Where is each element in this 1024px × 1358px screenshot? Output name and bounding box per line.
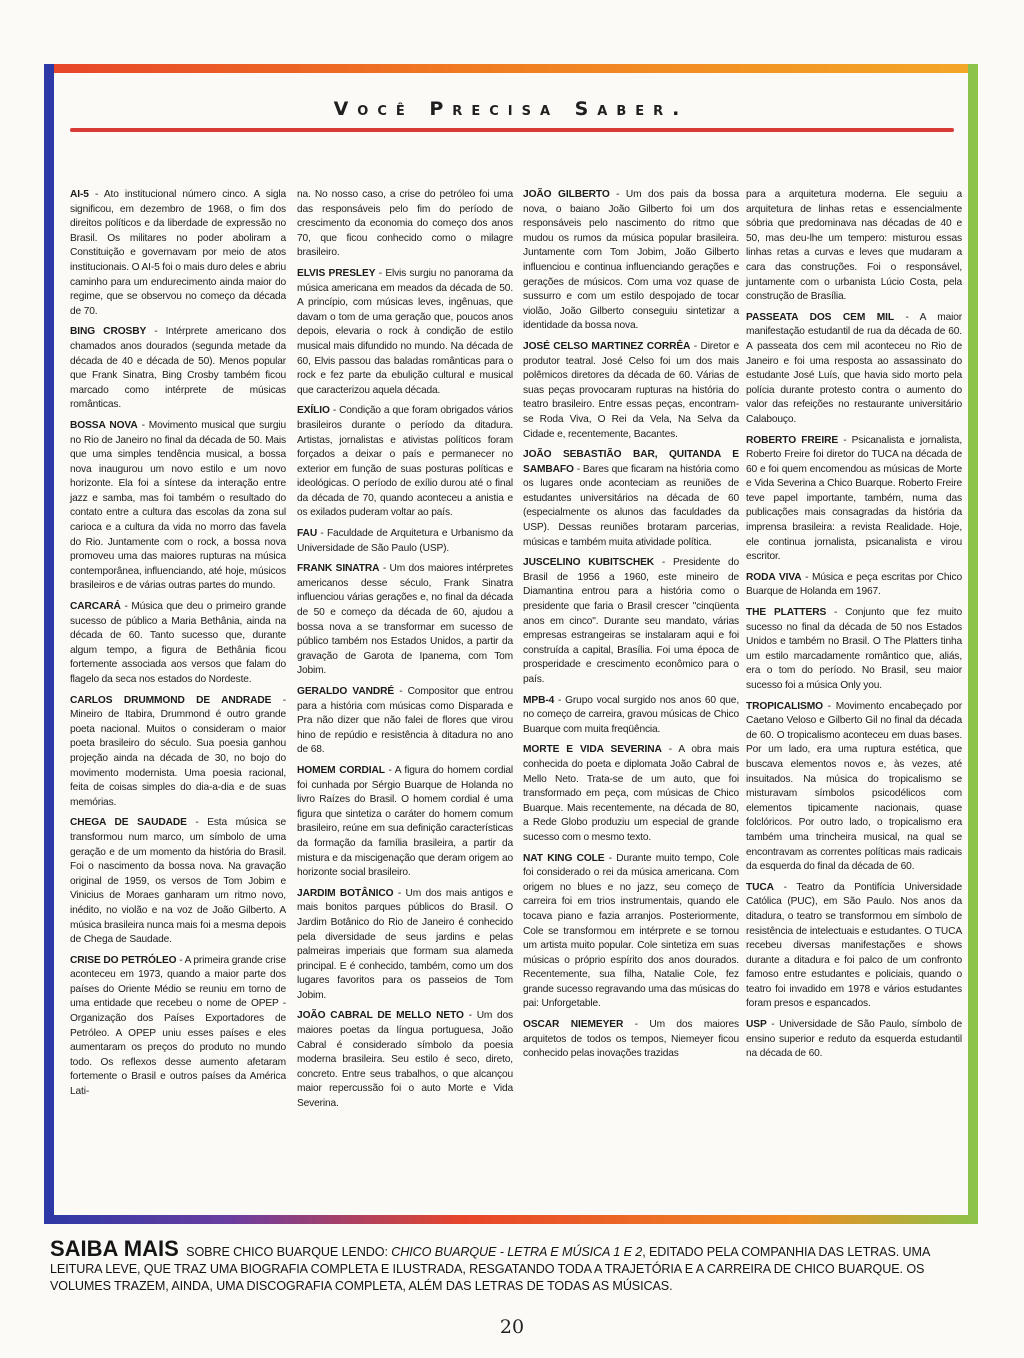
glossary-entry <box>523 556 739 687</box>
glossary-term: ELVIS PRESLEY <box>297 267 376 279</box>
glossary-definition: - Um dos pais da bossa nova, o baiano João Gilberto foi um dos responsáveis pelo nascimento do ritmo que mudou os rumos da música popular brasileira. Juntamente com Tom Jobim, João Gilberto influenciou e continua influenciando gerações e gerações de músicos. Com uma voz quase de sussurro e com um estilo despojado de tocar violão, João Gilberto conseguiu sintetizar a identidade da bossa nova. <box>523 189 739 332</box>
glossary-entry <box>746 881 962 1012</box>
glossary-entry <box>70 325 286 413</box>
glossary-definition: - Um dos mais antigos e mais bonitos parques públicos do Brasil. O Jardim Botânico do Rio de Janeiro é conhecido pela diversidade de seus jardins e pelas palmeiras imperiais que formam sua alameda principal. E é conhecido, também, como um dos lugares favoritos para os passeios de Tom Jobim. <box>297 887 513 1001</box>
glossary-term: BING CROSBY <box>70 326 147 338</box>
glossary-entry <box>746 606 962 694</box>
glossary-definition: - Compositor que entrou para a história com músicas como Disparada e Pra não dizer que não falei de flores que virou hino de repúdio e resistência à ditadura no ano de 68. <box>297 686 513 756</box>
glossary-definition: - Mineiro de Itabira, Drummond é outro grande poeta nacional. Muitos o consideram o maior poeta brasileiro do século. Sua poesia ganhou projeção ainda na década de 30, no bojo do movimento modernista. Uma poesia racional, feita de coisas simples do dia-a-dia e de suas memórias. <box>70 694 286 808</box>
glossary-entry <box>746 1018 962 1062</box>
glossary-entry <box>297 527 513 556</box>
glossary-definition: - Música e peça escritas por Chico Buarque de Holanda em 1967. <box>746 571 962 598</box>
glossary-definition: - Bares que ficaram na história como os lugares onde aconteciam as reuniões de estudantes universitários na década de 60 (especialmente os alunos das faculdades da USP). Dessas reuniões brotaram parcerias, músicas e também muita atividade política. <box>523 463 739 548</box>
glossary-term: PASSEATA DOS CEM MIL <box>746 311 895 323</box>
note-lead: SAIBA MAIS <box>50 1236 179 1261</box>
page-title: Você Precisa Saber. <box>333 98 689 120</box>
glossary-entry <box>523 188 739 334</box>
glossary-definition: para a arquitetura moderna. Ele seguiu a arquitetura de linhas retas e essencialmente sóbria que predominava nas décadas de 40 e 50, mas deu-lhe um tempero: misturou essas linhas retas a curvas e leves que mudaram a cara das construções. Foi o responsável, juntamente com o urbanista Lúcio Costa, pela construção de Brasília. <box>746 189 962 303</box>
glossary-term: JOÃO CABRAL DE MELLO NETO <box>297 1010 464 1022</box>
glossary-term: TUCA <box>746 881 774 893</box>
glossary-column-3 <box>523 188 739 1068</box>
glossary-term: THE PLATTERS <box>746 607 827 619</box>
frame-left-border <box>44 64 54 1224</box>
glossary-term: AI-5 <box>70 189 89 200</box>
glossary-definition: - Universidade de São Paulo, símbolo de ensino superior e reduto da esquerda estudantil na década de 60. <box>746 1019 962 1060</box>
glossary-term: CARCARÁ <box>70 601 121 613</box>
glossary-term: FRANK SINATRA <box>297 563 380 575</box>
glossary-definition: - A primeira grande crise aconteceu em 1973, quando a maior parte dos países do Oriente Médio se reuniu em torno de uma entidade que recebeu o nome de OPEP - Organização dos Países Exportadores de Petróleo. A OPEP uniu esses países e eles aumentaram os preços do produto no mundo todo. Os reflexos desse aumento afetaram fortemente o Brasil e outros países da América Lati- <box>70 954 286 1098</box>
glossary-term: GERALDO VANDRÉ <box>297 686 395 697</box>
glossary-entry <box>523 1018 739 1062</box>
glossary-definition: - Conjunto que fez muito sucesso no final da década de 50 nos Estados Unidos e também no Brasil. O The Platters tinha um estilo marcadamente romântico que, aliás, era o tom do período. No Brasil, seu maior sucesso foi a música Only you. <box>746 607 962 691</box>
glossary-entry <box>297 1009 513 1111</box>
glossary-column-2 <box>297 188 513 1118</box>
glossary-definition: - Teatro da Pontifícia Universidade Católica (PUC), em São Paulo. Nos anos da ditadura, o teatro se transformou em símbolo de resistência de intelectuais e estudantes. O TUCA recebeu diversas manifestações e shows durante a ditadura e foi palco de um confronto famoso entre estudantes e policiais, quando o teatro foi invadido em 1978 e vários estudantes foram presos e espancados. <box>746 881 962 1010</box>
glossary-definition: - Um dos maiores arquitetos de todos os tempos, Niemeyer ficou conhecido pelas inovações trazidas <box>523 1019 739 1060</box>
glossary-definition: - Movimento musical que surgiu no Rio de Janeiro no final da década de 50. Mais que uma simples tendência musical, a bossa nova inaugurou um novo estilo e um novo horizonte. Ela foi a síntese da interação entre jazz e samba, mas foi também o resultado do contato entre a cultura das escolas da zona sul carioca e a cultura da vida no morro das favela do Rio. Juntamente com o rock, a bossa nova promoveu uma das maiores rupturas na música contemporânea, influenciando, até hoje, músicos brasileiros e de várias outras partes do mundo. <box>70 419 287 592</box>
glossary-definition: - Ato institucional número cinco. A sigla significou, em dezembro de 1968, o fim dos direitos políticos e da liberdade de expressão no Brasil. Os militares no poder aboliram a Constituição e governavam por meio de atos institucionais. O AI-5 foi o mais duro deles e abriu caminho para um endurecimento ainda maior do regime, que se observou no começo da década de 70. <box>70 189 286 317</box>
glossary-entry <box>746 311 962 428</box>
saiba-mais-note <box>50 1236 980 1295</box>
glossary-term: NAT KING COLE <box>523 852 605 864</box>
glossary-entry <box>297 188 513 261</box>
glossary-entry <box>523 448 739 550</box>
glossary-entry <box>297 685 513 758</box>
glossary-term: OSCAR NIEMEYER <box>523 1019 624 1031</box>
glossary-entry <box>297 562 513 679</box>
glossary-definition: - Diretor e produtor teatral. José Celso foi um dos mais polêmicos diretores da década de 60. Várias de suas peças provocaram rupturas na história do teatro brasileiro. Entre essas peças, encontram-se Roda Viva, O Rei da Vela, Na Selva da Cidade e, recentemente, Bacantes. <box>523 340 739 440</box>
title-underline <box>70 128 954 132</box>
glossary-term: MORTE E VIDA SEVERINA <box>523 744 662 756</box>
glossary-entry <box>523 852 739 1013</box>
glossary-definition: - A obra mais conhecida do poeta e diplomata João Cabral de Mello Neto. Trata-se de um auto, que foi transformado em peça, com músicas de Chico Buarque. Mais recentemente, na década de 80, a Rede Globo produziu um especial de grande sucesso com o mesmo texto. <box>523 744 740 843</box>
glossary-term: EXÍLIO <box>297 405 330 417</box>
frame-top-border <box>44 64 978 73</box>
glossary-term: JOÃO GILBERTO <box>523 189 610 200</box>
glossary-definition: - A figura do homem cordial foi cunhada por Sérgio Buarque de Holanda no livro Raízes do Brasil. O homem cordial é uma figura que sintetiza o caráter do homem comum brasileiro, reúne em sua definição características da formação da família brasileira, a partir da mistura e da miscigenação que deram origem ao horizonte social brasileiro. <box>297 764 513 879</box>
glossary-column-1 <box>70 188 286 1106</box>
glossary-term: FAU <box>297 528 318 540</box>
glossary-entry <box>70 954 286 1100</box>
glossary-term: JOÃO SEBASTIÃO BAR, QUITANDA E SAMBAFO <box>523 449 739 475</box>
glossary-definition: - Elvis surgiu no panorama da música americana em meados da década de 50. A princípio, com músicas leves, ingênuas, que davam o tom de uma geração que, poucos anos depois, elevaria o rock à condição de estilo musical mais difundido no mundo. Na década de 60, Elvis passou das baladas românticas para o rock e fez parte da ebulição cultural e musical que caracterizou aquela década. <box>297 267 513 396</box>
glossary-term: JOSÉ CELSO MARTINEZ CORRÊA <box>523 340 691 352</box>
glossary <box>70 188 962 1208</box>
glossary-term: ROBERTO FREIRE <box>746 434 839 446</box>
glossary-definition: - Presidente do Brasil de 1956 a 1960, este mineiro de Diamantina entrou para a história como o presidente que faria o Brasil crescer "cinqüenta anos em cinco". Durante seu mandato, várias empresas estrangeiras se instalaram aqui e foi construída a capital, Brasília. Foi uma época de prosperidade e crescimento econômico para o país. <box>523 557 739 685</box>
glossary-term: TROPICALISMO <box>746 700 823 712</box>
glossary-entry <box>70 694 286 811</box>
glossary-definition: - Psicanalista e jornalista, Roberto Freire foi diretor do TUCA na década de 60 e foi quem encomendou as músicas de Morte e Vida Severina a Chico Buarque. Roberto Freire teve papel importante, também, numa das publicações mais consagradas da história da imprensa brasileira: a revista Realidade. Hoje, ele continua jornalista, psicanalista e virou escritor. <box>746 434 962 563</box>
glossary-definition: - Esta música se transformou num marco, um símbolo de uma geração e de um momento da história do Brasil. Foi o nascimento da bossa nova. Na gravação original de 1959, os versos de Tom Jobim e Vinicius de Moraes ganharam um ritmo novo, inédito, no violão e na voz de João Gilberto. A música brasileira nunca mais foi a mesma depois de Chega de Saudade. <box>70 817 286 946</box>
glossary-definition: - Um dos maiores intérpretes americanos desse século, Frank Sinatra influenciou várias gerações e, no final da década de 50 e começo da década de 60, ajudou a bossa nova a se transformar em sucesso de público também nos Estados Unidos, a partir da gravação de Garota de Ipanema, com Tom Jobim. <box>297 563 513 677</box>
note-book-title: CHICO BUARQUE - LETRA E MÚSICA 1 E 2 <box>391 1245 643 1259</box>
glossary-definition: - Faculdade de Arquitetura e Urbanismo da Universidade de São Paulo (USP). <box>297 528 513 554</box>
glossary-term: MPB-4 <box>523 694 555 706</box>
glossary-term: CARLOS DRUMMOND DE ANDRADE <box>70 694 272 706</box>
glossary-definition: - Durante muito tempo, Cole foi considerado o rei da música americana. Com origem no blues e no jazz, seu começo de carreira foi em trios instrumentais, quando ele tocava piano e fazia arranjos. Posteriormente, Cole se transformou em intérprete e se tornou um artista muito popular. Cole sintetiza em suas músicas o próprio espírito dos anos dourados. Recentemente, sua filha, Natalie Cole, fez grande sucesso regravando uma das músicas do pai: Unforgetable. <box>523 852 739 1010</box>
glossary-term: CRISE DO PETRÓLEO <box>70 954 177 966</box>
glossary-entry <box>523 340 739 442</box>
glossary-definition: - Condição a que foram obrigados vários brasileiros durante o período da ditadura. Artistas, jornalistas e ativistas políticos foram forçados a deixar o país e permanecer no exterior em função de suas posturas políticas e ideológicas. O período de exílio durou até o final da década de 70, quando aconteceu a anistia e os exilados puderam voltar ao país. <box>297 405 513 519</box>
glossary-entry <box>523 743 739 845</box>
glossary-definition: - Música que deu o primeiro grande sucesso de público a Maria Bethânia, ainda na década de 60. Tanto sucesso que, durante algum tempo, a figura de Bethânia ficou fortemente associada aos versos que falam do flagelo da seca nos estados do Nordeste. <box>70 601 286 685</box>
glossary-entry <box>70 419 286 594</box>
glossary-term: BOSSA NOVA <box>70 419 138 431</box>
glossary-definition: - Movimento encabeçado por Caetano Veloso e Gilberto Gil no final da década de 60. O tropicalismo aconteceu em duas bases. Por um lado, era uma ruptura estética, que buscava elementos novos e, às vezes, até insuitados. Na música do tropicalismo se misturavam símbolos psicodélicos com elementos tipicamente nacionais, quase folclóricos. Por outro lado, o tropicalismo era também uma trincheira musical, na qual se encontravam as correntes políticas mais radicais da esquerda do final da década de 60. <box>746 700 962 873</box>
frame-right-border <box>968 64 978 1224</box>
frame-bottom-border <box>44 1215 978 1224</box>
glossary-term: HOMEM CORDIAL <box>297 764 385 776</box>
glossary-definition: - A maior manifestação estudantil de rua da década de 60. A passeata dos cem mil aconteceu no Rio de Janeiro e foi uma resposta ao assassinato do estudante José Luís, que havia sido morto pela polícia durante protesto contra o aumento do valor das refeições no restaurante universitário Calabouço. <box>746 311 962 425</box>
glossary-entry <box>746 188 962 305</box>
glossary-entry <box>70 188 286 319</box>
glossary-column-4 <box>746 188 962 1068</box>
glossary-definition: na. No nosso caso, a crise do petróleo foi uma das responsáveis pelo fim do período de crescimento da economia do começo dos anos 70, que ficou conhecido como o milagre brasileiro. <box>297 189 513 259</box>
glossary-definition: - Intérprete americano dos chamados anos dourados (segunda metade da década de 40 e década de 50). Menos popular que Frank Sinatra, Bing Crosby também ficou marcado como intérprete de músicas românticas. <box>70 326 286 411</box>
glossary-entry <box>746 434 962 565</box>
glossary-term: USP <box>746 1019 767 1031</box>
glossary-term: JUSCELINO KUBITSCHEK <box>523 557 655 569</box>
glossary-entry <box>523 694 739 738</box>
glossary-definition: - Grupo vocal surgido nos anos 60 que, no começo de carreira, gravou músicas de Chico Buarque com muita freqüência. <box>523 694 739 735</box>
glossary-term: JARDIM BOTÂNICO <box>297 887 394 899</box>
note-body: , EDITADO PELA COMPANHIA DAS LETRAS. UMA LEITURA LEVE, QUE TRAZ UMA BIOGRAFIA COMPLETA E ILUSTRADA, RESGATANDO TODA A TRAJETÓRIA E A CARREIRA DE CHICO BUARQUE. OS VOLUMES TRAZEM, AINDA, UMA DISCOGRAFIA COMPLETA, ALÉM DAS LETRAS DE TODAS AS MÚSICAS. <box>50 1245 930 1293</box>
glossary-entry <box>297 267 513 398</box>
glossary-entry <box>746 571 962 600</box>
glossary-entry <box>70 816 286 947</box>
glossary-entry <box>297 887 513 1004</box>
glossary-definition: - Um dos maiores poetas da língua portuguesa, João Cabral é considerado símbolo da poesia moderna brasileira. Seu estilo é seco, direto, concreto. Entre seus trabalhos, o que alcançou maior repercussão foi o auto Morte e Vida Severina. <box>297 1010 513 1110</box>
glossary-entry <box>297 404 513 521</box>
glossary-term: RODA VIVA <box>746 571 802 583</box>
glossary-entry <box>297 764 513 881</box>
page-number: 20 <box>499 1316 525 1338</box>
glossary-term: CHEGA DE SAUDADE <box>70 817 187 829</box>
glossary-entry <box>70 600 286 688</box>
note-intro: SOBRE CHICO BUARQUE LENDO: <box>186 1245 392 1259</box>
glossary-entry <box>746 700 962 875</box>
